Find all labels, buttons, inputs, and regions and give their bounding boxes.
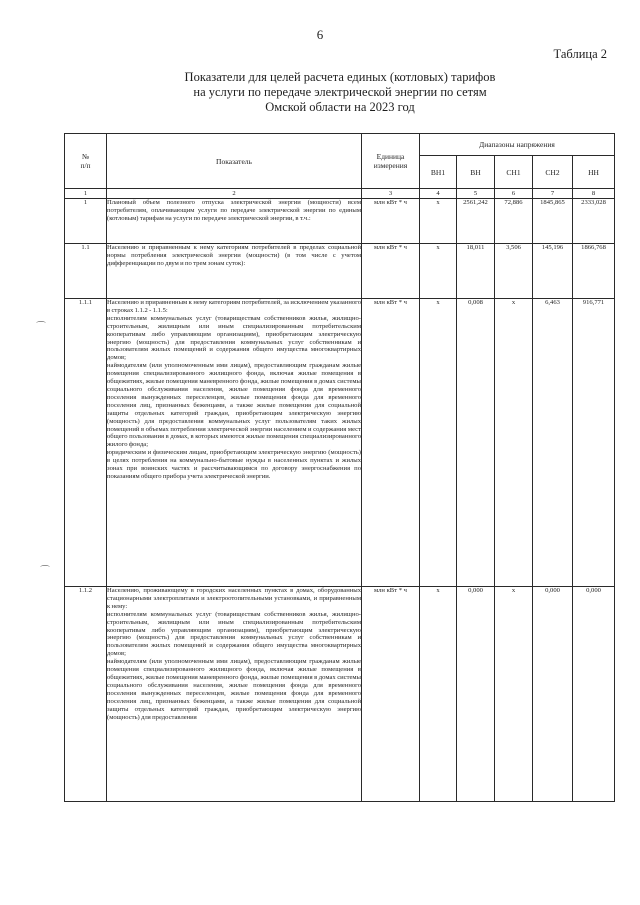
column-number: 3 [362,189,420,199]
value-vn1: x [420,199,457,244]
value-nn: 916,771 [573,299,615,587]
value-sn1: 72,886 [495,199,533,244]
row-unit: млн кВт * ч [362,199,420,244]
title-line-2: на услуги по передаче электрической энергии по сетям [193,85,487,99]
row-indicator [107,199,362,244]
row-indicator [107,299,362,587]
row-number: 1.1.2 [65,587,107,802]
value-vn1: x [420,244,457,299]
indicator-text: исполнителям коммунальных услуг (товариществам собственников жилья, жилищно-строительным, жилищным или иным специализированным потребительским кооперативам либо управляющим организациям), приобретающим электрическую энергию (мощность) для предоставления коммунальных услуг собственникам и пользователям жилых помещений и содержания общего имущества многоквартирных домов; [107,610,361,658]
column-number: 2 [107,189,362,199]
indicator-text: наймодателям (или уполномоченным ими лицам), предоставляющим гражданам жилые помещения специализированного жилищного фонда, включая жилые помещения в общежитиях, жилые помещения маневренного фонда, жилые помещения в домах системы социального обслуживания населения, жилые помещения фонда для временного поселения вынужденных переселенцев, жилые помещения фонда для временного поселения лиц, признанных беженцами, а также жилые помещения для социальной защиты отдельных категорий граждан, приобретающим электрическую энергию (мощность) для предоставления [107,658,361,721]
table-row [65,199,615,244]
value-sn1: x [495,587,533,802]
table-label: Таблица 2 [553,47,607,61]
table-row [65,299,615,587]
header-voltage: СН2 [533,156,573,189]
row-indicator [107,587,362,802]
title-line-1: Показатели для целей расчета единых (котловых) тарифов [184,70,496,84]
header-voltage: ВН [457,156,495,189]
value-nn: 2333,028 [573,199,615,244]
margin-mark: ⌒ [40,566,50,577]
row-number: 1 [65,199,107,244]
table-row [65,587,615,802]
value-vn: 2561,242 [457,199,495,244]
value-sn2: 0,000 [533,587,573,802]
indicator-text: Плановый объем полезного отпуска электрической энергии (мощности) всем потребителям, оплачивающим услуги по передаче электрической энергии по единым (котловым) тарифам на услуги по передаче электрической энергии, в т.ч.: [107,199,361,222]
row-number: 1.1 [65,244,107,299]
value-nn: 0,000 [573,587,615,802]
indicator-text: Населению и приравненным к нему категориям потребителей, за исключением указанного в строках 1.1.2 - 1.1.5: [107,299,361,314]
header-indicator: Показатель [107,134,362,189]
indicator-text: исполнителям коммунальных услуг (товариществам собственников жилья, жилищно-строительным, жилищным или иным специализированным потребительским кооперативам либо управляющим организациям), приобретающим электрическую энергию (мощность) для предоставления коммунальных услуг собственникам и пользователям жилых помещений и содержания общего имущества многоквартирных домов; [107,314,361,362]
margin-mark: ⌒ [36,322,46,333]
header-unit: Единица измерения [362,134,420,189]
header-voltage-ranges: Диапазоны напряжения [420,134,615,156]
value-vn1: x [420,587,457,802]
document-title [120,70,560,115]
indicator-text: юридическим и физическим лицам, приобретающим электрическую энергию (мощность) в целях потребления на коммунально-бытовые нужды в населенных пунктах и жилых зонах при воинских частях и рассчитывающимся по договору энергоснабжения по показаниям общего прибора учета электрической энергии. [107,449,361,480]
row-unit: млн кВт * ч [362,244,420,299]
value-vn: 0,008 [457,299,495,587]
tariff-indicators-table [64,133,615,802]
header-number: № п/п [65,134,107,189]
column-number: 7 [533,189,573,199]
value-sn1: 3,506 [495,244,533,299]
value-nn: 1866,768 [573,244,615,299]
header-voltage: НН [573,156,615,189]
row-number: 1.1.1 [65,299,107,587]
column-number: 1 [65,189,107,199]
indicator-text: Населению, проживающему в городских населенных пунктах в домах, оборудованных стационарными электроплитами и электроотопительными установками, и приравненным к нему: [107,587,361,610]
value-vn: 18,011 [457,244,495,299]
row-unit: млн кВт * ч [362,299,420,587]
value-vn: 0,000 [457,587,495,802]
title-line-3: Омской области на 2023 год [265,100,415,114]
row-unit: млн кВт * ч [362,587,420,802]
indicator-text: наймодателям (или уполномоченным ими лицам), предоставляющим гражданам жилые помещения специализированного жилищного фонда, включая жилые помещения в общежитиях, жилые помещения маневренного фонда, жилые помещения в домах системы социального обслуживания населения, жилые помещения фонда для временного поселения вынужденных переселенцев, жилые помещения фонда для временного поселения лиц, признанных беженцами, а также жилые помещения для социальной защиты отдельных категорий граждан, приобретающим электрическую энергию (мощность) для предоставления коммунальных услуг пользователям таких жилых помещений в объемах потребления электрической энергии населением и содержания мест общего пользования в домах, в которых имеются жилые помещения специализированного жилого фонда; [107,362,361,449]
value-sn1: x [495,299,533,587]
header-voltage: СН1 [495,156,533,189]
table-row [65,244,615,299]
value-sn2: 6,463 [533,299,573,587]
value-sn2: 1845,865 [533,199,573,244]
value-sn2: 145,196 [533,244,573,299]
column-number: 4 [420,189,457,199]
header-voltage: ВН1 [420,156,457,189]
value-vn1: x [420,299,457,587]
column-number: 6 [495,189,533,199]
page-number: 6 [316,27,324,42]
column-number-row [65,189,615,199]
row-indicator [107,244,362,299]
indicator-text: Населению и приравненным к нему категориям потребителей в пределах социальной нормы потребления электрической энергии (мощности) (в том числе с учетом дифференциации по двум и по трем зонам суток): [107,244,361,267]
column-number: 8 [573,189,615,199]
column-number: 5 [457,189,495,199]
